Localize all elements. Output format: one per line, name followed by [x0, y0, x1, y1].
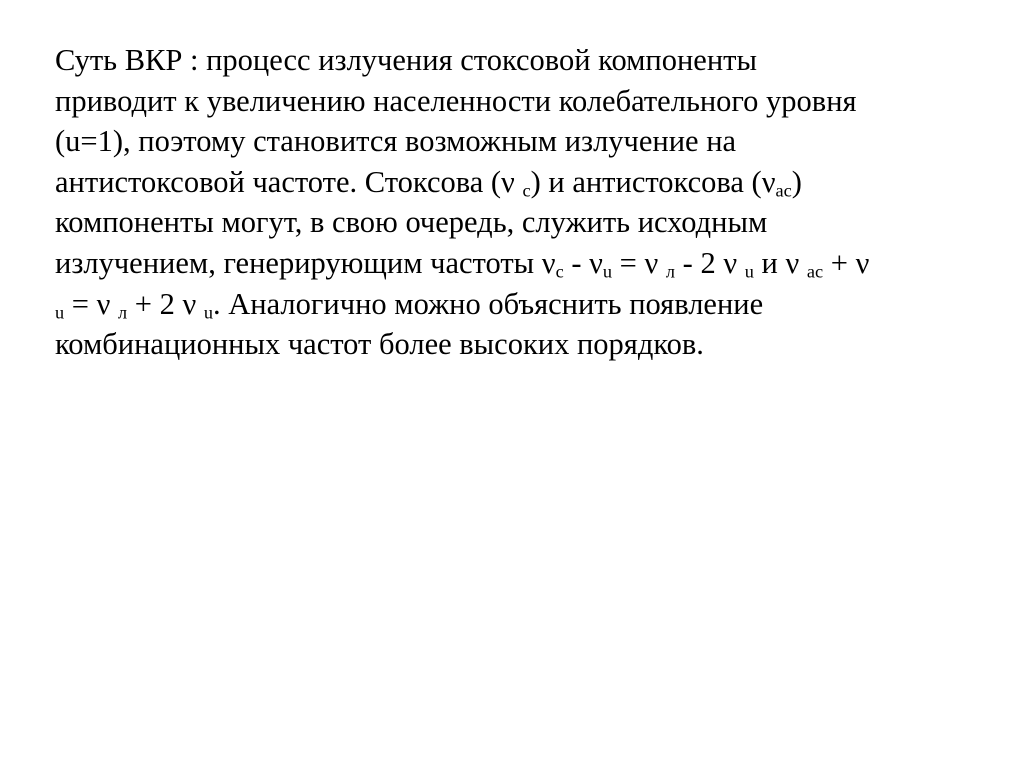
text-segment: (u=1), поэтому становится возможным излучение на [55, 124, 737, 159]
text-segment: ) [791, 164, 802, 199]
text-segment: - 2 ν [675, 245, 745, 280]
body-text [55, 40, 995, 365]
text-line [55, 243, 995, 284]
text-segment: = ν [64, 286, 119, 321]
subscript: u [744, 261, 754, 282]
text-segment: + 2 ν [127, 286, 204, 321]
subscript: с [555, 261, 564, 282]
text-line [55, 324, 995, 365]
subscript: u [602, 261, 613, 282]
text-segment: антистоксовой частоте. Стоксова (ν [55, 164, 523, 199]
text-line [55, 284, 995, 325]
subscript: л [665, 261, 676, 282]
text-segment: . Аналогично можно объяснить появление [213, 286, 764, 321]
subscript: u [203, 302, 214, 323]
subscript: ас [775, 180, 792, 201]
text-segment: - ν [563, 245, 603, 280]
text-segment: комбинационных частот более высоких порядков. [55, 327, 704, 362]
text-segment: компоненты могут, в свою очередь, служить исходным [55, 205, 768, 240]
text-line [55, 81, 995, 122]
text-line [55, 121, 995, 162]
text-segment: и ν [753, 245, 807, 280]
subscript: л [118, 302, 128, 323]
text-segment: Суть ВКР : процесс излучения стоксовой компоненты [55, 43, 757, 77]
text-segment: = ν [612, 245, 666, 280]
text-segment: + ν [823, 245, 870, 280]
text-line [55, 162, 995, 203]
subscript: с [522, 180, 531, 201]
text-segment: излучением, генерирующим частоты ν [55, 245, 556, 280]
text-line [55, 202, 995, 243]
subscript: u [55, 302, 65, 323]
text-line [55, 40, 995, 81]
text-segment: ) и антистоксова (ν [530, 164, 776, 199]
subscript: ас [806, 261, 824, 282]
text-segment: приводит к увеличению населенности колебательного уровня [55, 83, 857, 118]
